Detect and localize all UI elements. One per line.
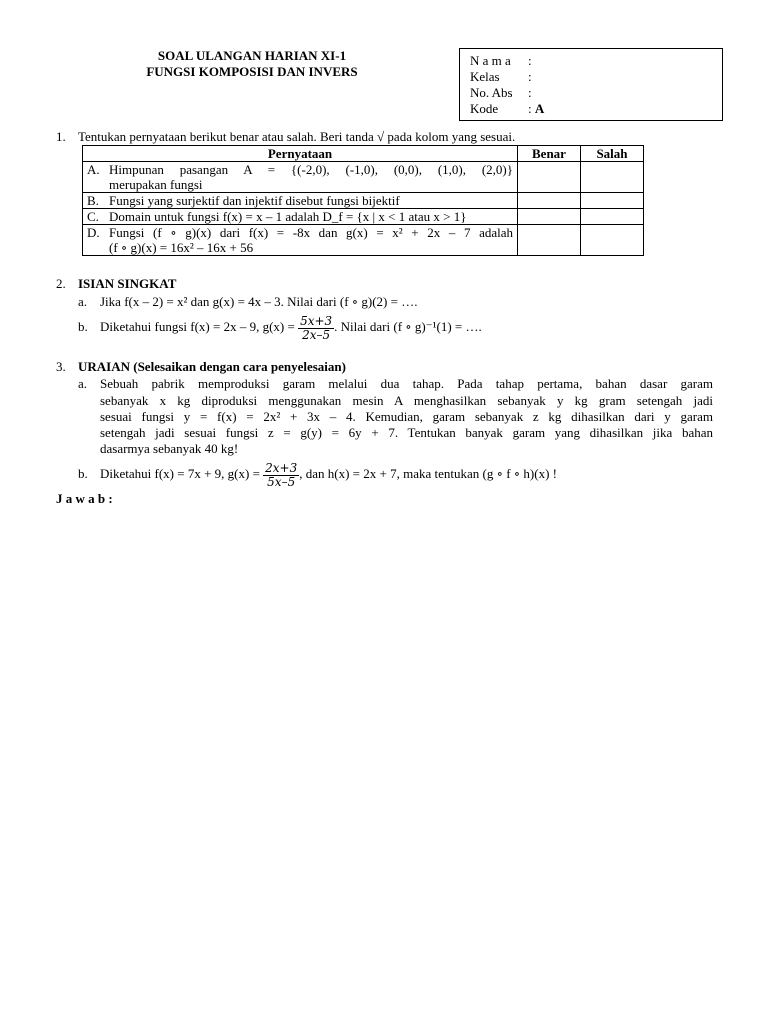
statement-label: D.	[87, 225, 100, 240]
header-benar: Benar	[518, 146, 581, 162]
salah-checkbox-cell[interactable]	[581, 162, 644, 193]
kelas-separator: :	[528, 69, 532, 84]
exam-title-line2: FUNGSI KOMPOSISI DAN INVERS	[146, 64, 358, 79]
q2b-text-after: . Nilai dari (f ∘ g)⁻¹(1) = ….	[334, 319, 482, 334]
answer-area[interactable]	[56, 510, 716, 1000]
q3-heading: URAIAN (Selesaikan dengan cara penyelesaian)	[78, 359, 346, 374]
statement-label: B.	[87, 193, 99, 208]
statement-line1: Domain untuk fungsi f(x) = x – 1 adalah D_f = {x | x < 1 atau x > 1}	[109, 209, 467, 224]
q3b-fraction	[263, 462, 299, 489]
q2a-label: a.	[78, 294, 88, 309]
answer-label: J a w a b :	[56, 491, 113, 506]
header-salah: Salah	[581, 146, 644, 162]
benar-checkbox-cell[interactable]	[518, 209, 581, 225]
nama-separator: :	[528, 53, 532, 68]
q3-number: 3.	[56, 359, 66, 374]
statement-line2: (f ∘ g)(x) = 16x² – 16x + 56	[109, 240, 254, 255]
q3b-text-after: , dan h(x) = 2x + 7, maka tentukan (g ∘ f ∘ h)(x) !	[299, 466, 557, 481]
statement-line1: Fungsi yang surjektif dan injektif disebut fungsi bijektif	[109, 193, 400, 208]
q3a-line3: sesuai fungsi y = f(x) = 2x² + 3x – 4. Kemudian, garam sebanyak z kg dihasilkan dari y garam	[100, 409, 713, 424]
statement-text	[109, 225, 513, 255]
statement-line1: Fungsi (f ∘ g)(x) dari f(x) = -8x dan g(x) = x² + 2x – 7 adalah	[109, 225, 513, 240]
q3a-line4: setengah jadi sesuai fungsi z = g(y) = 6y + 7. Tentukan banyak garam yang dihasilkan jika bahan	[100, 425, 713, 440]
q2b-label: b.	[78, 319, 88, 334]
noabs-label: No. Abs	[470, 85, 513, 100]
identity-row-kelas	[470, 69, 532, 85]
q2b-text-before: Diketahui fungsi f(x) = 2x – 9, g(x) =	[100, 319, 295, 334]
exam-title	[122, 48, 382, 80]
q2a-text: Jika f(x – 2) = x² dan g(x) = 4x – 3. Nilai dari (f ∘ g)(2) = ….	[100, 294, 418, 309]
q3a-label: a.	[78, 376, 88, 391]
q3a-line2: sebanyak x kg diproduksi menggunakan mesin A menghasilkan sebanyak y kg gram setengah jadi	[100, 393, 713, 408]
statement-cell	[83, 162, 518, 193]
q1-number: 1.	[56, 129, 66, 144]
benar-checkbox-cell[interactable]	[518, 193, 581, 209]
statement-row-c	[83, 209, 644, 225]
identity-row-nama	[470, 53, 532, 69]
benar-checkbox-cell[interactable]	[518, 225, 581, 256]
q2b-fraction	[298, 315, 334, 342]
kode-separator: :	[528, 101, 532, 116]
statement-row-a	[83, 162, 644, 193]
salah-checkbox-cell[interactable]	[581, 225, 644, 256]
statement-line2: merupakan fungsi	[109, 177, 203, 192]
statement-table-header	[83, 146, 644, 162]
statement-table	[82, 145, 644, 256]
salah-checkbox-cell[interactable]	[581, 209, 644, 225]
q3b-fraction-denominator: 5x–5	[267, 474, 296, 489]
q3b-question	[100, 458, 557, 490]
q2b-question	[100, 311, 482, 343]
statement-text	[109, 162, 513, 192]
q3a-line1: Sebuah pabrik memproduksi garam melalui dua tahap. Pada tahap pertama, bahan dasar garam	[100, 376, 713, 391]
statement-row-b	[83, 193, 644, 209]
q2b-fraction-numerator: 5x+3	[300, 313, 333, 328]
kelas-label: Kelas	[470, 69, 500, 84]
header-pernyataan: Pernyataan	[83, 146, 518, 162]
kode-value: A	[534, 101, 545, 116]
identity-row-noabs	[470, 85, 532, 101]
statement-cell	[83, 193, 518, 209]
statement-row-d	[83, 225, 644, 256]
q2b-fraction-denominator: 2x–5	[302, 327, 331, 342]
kode-label: Kode	[470, 101, 499, 116]
q3b-label: b.	[78, 466, 88, 481]
statement-cell	[83, 209, 518, 225]
q2-number: 2.	[56, 276, 66, 291]
identity-box	[459, 48, 723, 121]
identity-row-kode	[470, 101, 544, 117]
q3a-line5: dasarmya sebanyak 40 kg!	[100, 441, 239, 456]
q3b-text-before: Diketahui f(x) = 7x + 9, g(x) =	[100, 466, 260, 481]
statement-label: A.	[87, 162, 100, 177]
q3b-fraction-numerator: 2x+3	[265, 460, 298, 475]
nama-label: N a m a	[470, 53, 511, 68]
statement-line1: Himpunan pasangan A = {(-2,0), (-1,0), (0,0), (1,0), (2,0)}	[109, 162, 513, 177]
q1-instruction: Tentukan pernyataan berikut benar atau salah. Beri tanda √ pada kolom yang sesuai.	[78, 129, 516, 144]
benar-checkbox-cell[interactable]	[518, 162, 581, 193]
q2-heading: ISIAN SINGKAT	[78, 276, 177, 291]
salah-checkbox-cell[interactable]	[581, 193, 644, 209]
statement-cell	[83, 225, 518, 256]
statement-label: C.	[87, 209, 99, 224]
noabs-separator: :	[528, 85, 532, 100]
exam-title-line1: SOAL ULANGAN HARIAN XI-1	[157, 48, 347, 63]
